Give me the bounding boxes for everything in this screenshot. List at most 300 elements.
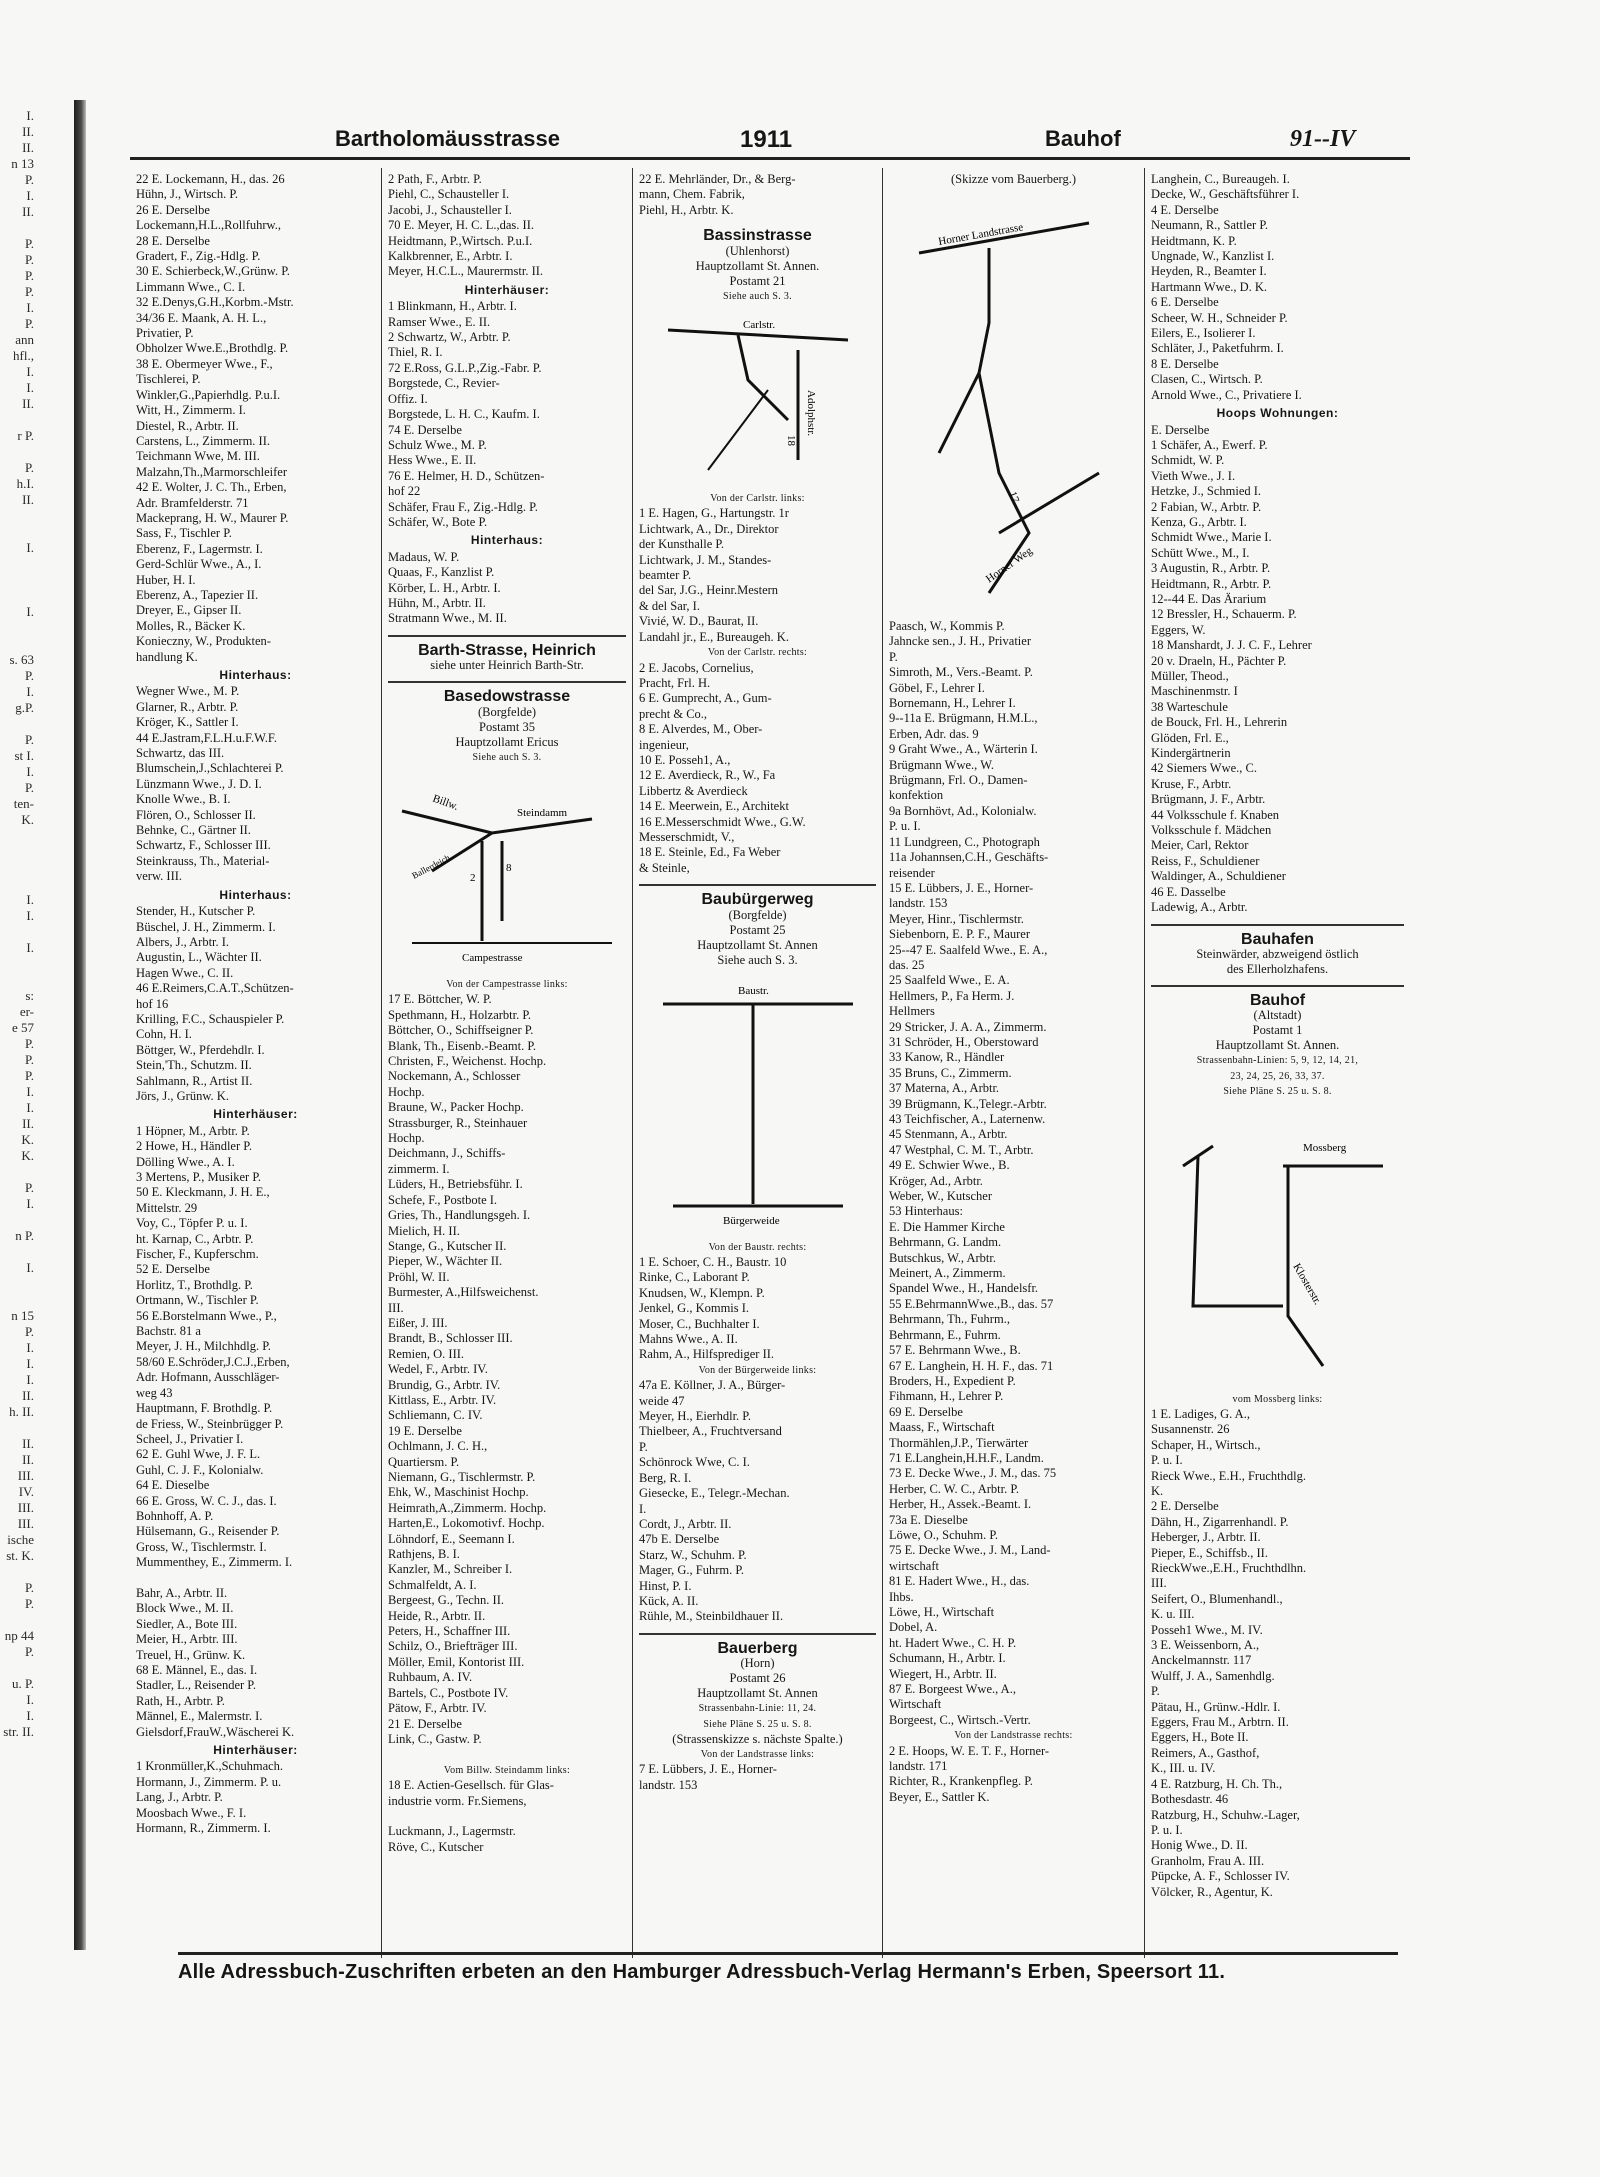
directory-entry: Thiel, R. I. [388,345,443,360]
prev-strip-line: II. [22,1452,34,1467]
directory-entry: Honig Wwe., D. II. [1151,1838,1248,1853]
street-info: Postamt 35 [479,719,535,734]
directory-entry: der Kunsthalle P. [639,537,725,552]
directory-entry: Diestel, R., Arbtr. II. [136,418,239,433]
directory-entry: Fischer, F., Kupferschm. [136,1247,259,1262]
prev-strip-line: hfl., [13,348,34,363]
directory-entry: Rath, H., Arbtr. P. [136,1693,225,1708]
directory-entry: de Bouck, Frl. H., Lehrerin [1151,715,1288,730]
directory-entry: Seifert, O., Blumenhandl., [1151,1591,1283,1606]
directory-entry: Jenkel, G., Kommis I. [639,1301,750,1316]
directory-entry: Borgstede, C., Revier- [388,376,500,391]
directory-entry: 14 E. Meerwein, E., Architekt [639,799,789,814]
directory-entry: Volksschule f. Mädchen [1151,823,1272,838]
prev-strip-line: I. [26,364,34,379]
directory-entry: 1 Kronmüller,K.,Schuhmach. [136,1759,284,1774]
directory-entry: P. u. I. [1151,1822,1183,1837]
directory-entry: Niemann, G., Tischlermstr. P. [388,1470,536,1484]
directory-entry: Clasen, C., Wirtsch. P. [1151,372,1263,387]
directory-entry: Bachstr. 81 a [136,1324,201,1339]
directory-entry: P. [639,1439,648,1454]
directory-entry: Ladewig, A., Arbtr. [1151,900,1248,915]
directory-entry: 12--44 E. Das Ärarium [1151,591,1267,606]
directory-entry: Richter, R., Krankenpfleg. P. [889,1774,1033,1789]
directory-entry: 50 E. Kleckmann, J. H. E., [136,1185,270,1200]
street-info: Postamt 25 [729,922,786,937]
directory-entry: Siebenborn, E. P. F., Maurer [889,927,1030,942]
footer-notice: Alle Adressbuch-Zuschriften erbeten an den Hamburger Adressbuch-Verlag Hermann's Erben, Speersort 11. [178,1952,1398,1984]
map-street-line [738,335,788,420]
directory-entry: weide 47 [639,1393,685,1408]
prev-strip-line: P. [24,1596,34,1611]
directory-entry: 11a Johannsen,C.H., Geschäfts- [889,850,1049,865]
prev-strip-line: n P. [15,1228,34,1243]
prev-strip-line [0,620,38,636]
directory-entry: Rühle, M., Steinbildhauer II. [639,1609,784,1624]
prev-strip-line: I. [26,1708,34,1723]
directory-entry: E. Derselbe [1151,422,1210,437]
prev-strip-line: P. [24,780,34,795]
directory-entry: Eberenz, F., Lagermstr. I. [136,541,263,556]
directory-entry: Böttger, W., Pferdehdlr. I. [136,1042,265,1057]
directory-entry: Heidtmann, R., Arbtr. P. [1151,576,1272,591]
directory-entry: P. u. I. [1151,1453,1183,1468]
directory-entry: Hormann, R., Zimmerm. I. [136,1821,271,1836]
directory-entry: Behrmann, E., Fuhrm. [889,1327,1001,1342]
street-sketch-bauerberg [899,193,1129,613]
prev-strip-line [0,1292,38,1308]
directory-entry: Landahl jr., E., Bureaugeh. K. [639,629,789,644]
directory-entry: Ruhbaum, A. IV. [388,1670,473,1685]
directory-entry: Broders, H., Expedient P. [889,1373,1016,1388]
directory-entry: Erben, Adr. das. 9 [889,726,979,741]
directory-entry: 46 E.Reimers,C.A.T.,Schützen- [136,981,294,996]
prev-strip-line [0,220,38,236]
prev-strip-line: P. [24,1052,34,1067]
directory-entry: Decke, W., Geschäftsführer I. [1151,187,1300,202]
directory-entry: Moosbach Wwe., F. I. [136,1805,247,1820]
prev-strip-line: s: [25,988,34,1003]
directory-entry: 66 E. Gross, W. C. J., das. I. [136,1493,277,1508]
prev-strip-line: I. [26,1260,34,1275]
directory-entry: Ihbs. [889,1589,914,1604]
directory-entry: Thormählen,J.P., Tierwärter [889,1435,1029,1450]
directory-entry: 68 E. Männel, E., das. I. [136,1663,258,1677]
directory-entry: Knudsen, W., Klempn. P. [639,1285,765,1300]
street-heading: Baubürgerweg [639,884,876,907]
directory-entry: Herber, H., Assek.-Beamt. I. [889,1497,1032,1512]
directory-entry: Moser, C., Buchhalter I. [639,1316,760,1331]
map-label: Adolphstr. [804,390,817,437]
directory-entry: 25 Saalfeld Wwe., E. A. [889,973,1010,988]
directory-entry: 20 v. Draeln, H., Pächter P. [1151,653,1287,668]
prev-strip-line: I. [26,1356,34,1371]
directory-entry: Rathjens, B. I. [388,1547,460,1562]
direction-note: Von der Campestrasse links: [446,979,568,990]
directory-entry: Treuel, H., Grünw. K. [136,1647,246,1662]
directory-entry: Stange, G., Kutscher II. [388,1238,507,1253]
directory-entry: 46 E. Dasselbe [1151,884,1226,899]
directory-entry: 38 E. Obermeyer Wwe., F., [136,356,273,371]
directory-entry: Stender, H., Kutscher P. [136,904,256,919]
directory-entry: Siedler, A., Bote III. [136,1616,238,1631]
directory-entry: Arnold Wwe., C., Privatiere I. [1151,387,1302,402]
prev-strip-line [0,588,38,604]
directory-entry: Bornemann, H., Lehrer I. [889,696,1016,711]
directory-entry: Cohn, H. I. [136,1027,192,1042]
section-heading: Hinterhäuser: [464,282,550,297]
directory-entry: Schmidt Wwe., Marie I. [1151,530,1272,545]
directory-entry: 3 Augustin, R., Arbtr. P. [1151,561,1271,576]
prev-strip-line: P. [24,1644,34,1659]
prev-strip-line: I. [26,188,34,203]
directory-entry: landstr. 171 [889,1759,948,1774]
prev-strip-line: P. [24,284,34,299]
directory-entry: Quartiersm. P. [388,1454,460,1469]
prev-strip-line: III. [17,1516,34,1531]
direction-note: Von der Carlstr. links: [710,493,805,505]
prev-strip-line: P. [24,1324,34,1339]
directory-entry: 10 E. Posseh1, A., [639,752,731,767]
directory-entry: ht. Karnap, C., Arbtr. P. [136,1231,254,1246]
directory-entry: Kanzler, M., Schreiber I. [388,1562,513,1577]
directory-entry: 3 Mertens, P., Musiker P. [136,1170,262,1184]
prev-strip-line [0,828,38,844]
prev-strip-line [0,1660,38,1676]
prev-strip-line: P. [24,1580,34,1595]
prev-strip-line: I. [26,108,34,123]
directory-entry: III. [388,1300,404,1315]
directory-entry: 72 E.Ross, G.L.P.,Zig.-Fabr. P. [388,360,542,375]
prev-strip-line: I. [26,1100,34,1115]
street-info: (Borgfelde) [477,704,537,719]
directory-entry: Konieczny, W., Produkten- [136,634,271,649]
directory-entry: 4 E. Ratzburg, H. Ch. Th., [1151,1776,1283,1791]
section-heading: Hinterhäuser: [213,1743,298,1758]
prev-strip-line: s. 63 [9,652,34,667]
directory-entry: Meyer, H., Eierhdlr. P. [639,1409,751,1424]
prev-strip-line: K. [21,1132,34,1147]
street-info: Steinwärder, abzweigend östlich [1196,946,1359,961]
directory-entry: Langhein, C., Bureaugeh. I. [1151,172,1290,186]
street-sketch-basedow [392,771,622,971]
directory-entry: & del Sar, I. [639,598,700,613]
street-info: Hauptzollamt St. Annen. [695,258,820,273]
directory-entry: 75 E. Decke Wwe., J. M., Land- [889,1543,1051,1558]
directory-entry: 39 Brügmann, K.,Telegr.-Arbtr. [889,1096,1047,1111]
directory-entry: Eberenz, A., Tapezier II. [136,587,259,602]
directory-entry: Mittelstr. 29 [136,1200,198,1215]
prev-strip-line: P. [24,316,34,331]
directory-entry: Heberger, J., Arbtr. II. [1151,1530,1261,1545]
directory-entry: Scheer, W. H., Schneider P. [1151,310,1288,325]
prev-strip-line: IV. [18,1484,34,1499]
directory-entry: Männel, E., Malermstr. I. [136,1709,263,1724]
prev-strip-line: K. [21,812,34,827]
prev-strip-line: II. [22,124,34,139]
directory-entry: 1 Schäfer, A., Ewerf. P. [1151,437,1268,452]
directory-entry: Flören, O., Schlosser II. [136,807,256,822]
directory-entry: Limmann Wwe., C. I. [136,279,246,294]
prev-strip-line: ische [7,1532,34,1547]
directory-entry: Schliemann, C. IV. [388,1408,483,1423]
page-header [130,120,1410,160]
prev-strip-line: I. [26,908,34,923]
directory-entry: K. u. III. [1151,1607,1195,1622]
section-heading: Hinterhaus: [470,533,544,548]
street-sketch-bassin [648,310,868,485]
street-info: (Uhlenhorst) [725,243,790,258]
street-info: Hauptzollamt St. Annen [697,937,818,952]
directory-entry: Bartels, C., Postbote IV. [388,1685,509,1700]
directory-entry: Stein,'Th., Schutzm. II. [136,1058,252,1073]
directory-entry: landstr. 153 [639,1777,698,1792]
prev-strip-line [0,524,38,540]
directory-entry: Schefe, F., Postbote I. [388,1192,498,1207]
directory-entry: 17 E. Böttcher, W. P. [388,992,492,1007]
directory-entry: Block Wwe., M. II. [136,1601,234,1616]
direction-note: Siehe auch S. 3. [472,751,542,763]
directory-entry: de Friess, W., Steinbrügger P. [136,1416,284,1431]
directory-entry: Mummenthey, E., Zimmerm. I. [136,1555,293,1570]
directory-entry: Möller, Emil, Kontorist III. [388,1654,525,1669]
directory-entry: Cordt, J., Arbtr. II. [639,1516,732,1531]
directory-entry: Behnke, C., Gärtner II. [136,823,251,838]
directory-entry: Winkler,G.,Papierhdlg. P.u.I. [136,387,281,402]
directory-entry: 43 Teichfischer, A., Laternenw. [889,1112,1046,1126]
prev-strip-line [0,412,38,428]
directory-entry: Körber, L. H., Arbtr. I. [388,580,501,595]
directory-entry: Tischlerei, P. [136,372,201,387]
directory-entry: Eggers, W. [1151,622,1206,637]
directory-entry: III. [1151,1576,1167,1591]
directory-entry: 15 E. Lübbers, J. E., Horner- [889,880,1034,895]
directory-entry: ht. Hadert Wwe., C. H. P. [889,1635,1017,1650]
directory-entry: Ratzburg, H., Schuhw.-Lager, [1151,1807,1300,1822]
directory-entry: Borgstede, L. H. C., Kaufm. I. [388,407,540,422]
header-right-street: Bauhof [1045,126,1121,151]
header-year: 1911 [740,126,793,153]
prev-strip-line: II. [22,1436,34,1451]
map-label: Campestrasse [462,952,523,964]
directory-entry: Göbel, F., Lehrer I. [889,680,985,695]
directory-entry [388,1747,626,1762]
directory-entry: 47 Westphal, C. M. T., Arbtr. [889,1142,1034,1157]
directory-entry: Maschinenmstr. I [1151,684,1238,699]
street-heading: Bauhof [1151,985,1404,1008]
directory-entry: Christen, F., Weichenst. Hochp. [388,1054,547,1069]
directory-entry: Kindergärtnerin [1151,746,1231,761]
directory-entry: Wegner Wwe., M. P. [136,684,240,699]
street-info: des Ellerholzhafens. [1226,961,1329,976]
prev-strip-line: P. [24,252,34,267]
directory-entry: 42 Siemers Wwe., C. [1151,761,1258,776]
directory-entry: ingenieur, [639,737,689,752]
directory-entry: Neumann, R., Sattler P. [1151,218,1269,233]
prev-strip-line: P. [24,668,34,683]
directory-entry: Brügmann, J. F., Arbtr. [1151,792,1266,807]
directory-entry: Völcker, R., Agentur, K. [1151,1884,1273,1899]
directory-entry: Eggers, H., Bote II. [1151,1730,1249,1745]
prev-strip-line: st I. [14,748,34,763]
directory-entry: 2 Schwartz, W., Arbtr. P. [388,330,511,345]
map-label: Mossberg [1302,1141,1346,1154]
prev-strip-line: II. [22,396,34,411]
directory-entry: 62 E. Guhl Wwe, J. F. L. [136,1447,261,1462]
prev-strip-line: I. [26,940,34,955]
directory-entry: Vieth Wwe., J. I. [1151,468,1236,483]
directory-entry: Schütt Wwe., M., I. [1151,545,1250,560]
directory-entry: Carstens, L., Zimmerm. II. [136,433,270,448]
street-info: Hauptzollamt St. Annen [697,1686,818,1701]
directory-entry: Simroth, M., Vers.-Beamt. P. [889,665,1033,680]
directory-entry: Schäfer, Frau F., Zig.-Hdlg. P. [388,499,538,514]
directory-entry: 71 E.Langhein,H.H.F., Landm. [889,1450,1044,1465]
directory-entry: Heide, R., Arbtr. II. [388,1608,486,1623]
prev-strip-line [0,1212,38,1228]
directory-entry: Molles, R., Bäcker K. [136,618,246,633]
directory-entry: P. u. I. [889,819,921,834]
directory-entry: landstr. 153 [889,896,948,911]
directory-entry: Jahncke sen., J. H., Privatier [889,634,1031,649]
directory-entry: I. [639,1501,647,1516]
directory-entry: Reimers, A., Gasthof, [1151,1745,1260,1760]
direction-note: Siehe auch S. 3. [723,290,792,302]
directory-entry: Link, C., Gastw. P. [388,1731,482,1746]
directory-entry: E. Die Hammer Kirche [889,1219,1005,1234]
street-info: (Altstadt) [1253,1008,1302,1023]
prev-strip-line: ten- [13,796,34,811]
direction-note: vom Mossberg links: [1232,1393,1323,1405]
directory-entry: Waldinger, A., Schuldiener [1151,869,1286,884]
map-label: Bürgerweide [722,1214,780,1227]
column-3 [633,168,883,1958]
directory-entry: 2 Fabian, W., Arbtr. P. [1151,499,1262,514]
directory-entry: Heimrath,A.,Zimmerm. Hochp. [388,1500,547,1515]
directory-entry: Spandel Wwe., H., Handelsfr. [889,1281,1039,1296]
directory-entry: Lockemann,H.L.,Rollfuhrw., [136,218,281,233]
directory-entry [388,1809,626,1824]
direction-note: Von der Landstrasse links: [700,1748,815,1760]
prev-strip-line [0,956,38,972]
directory-entry: 52 E. Derselbe [136,1262,210,1277]
directory-entry: Röve, C., Kutscher [388,1839,484,1854]
directory-entry: Weber, W., Kutscher [889,1189,992,1204]
directory-entry: Löwe, H., Wirtschaft [889,1605,995,1619]
direction-note: Vom Billw. Steindamm links: [443,1764,571,1776]
directory-entry: Ramser Wwe., E. II. [388,314,491,329]
direction-note: Strassenbahn-Linien: 5, 9, 12, 14, 21, [1196,1055,1359,1067]
prev-strip-line [0,1164,38,1180]
directory-entry: Wiegert, H., Arbtr. II. [889,1666,997,1681]
directory-entry: Heidtmann, P.,Wirtsch. P.u.I. [388,233,533,248]
directory-entry: Ehk, W., Maschinist Hochp. [388,1485,529,1500]
prev-strip-line: I. [26,892,34,907]
prev-strip-line: P. [24,236,34,251]
directory-entry: beamter P. [639,568,692,583]
street-heading: Basedowstrasse [388,681,626,704]
directory-entry: Krilling, F.C., Schauspieler P. [136,1011,285,1026]
directory-entry: Bergeest, G., Techn. II. [388,1593,504,1608]
prev-strip-line: II. [22,140,34,155]
directory-entry: Berg, R. I. [639,1470,692,1485]
directory-entry: Pieper, E., Schiffsb., II. [1151,1545,1268,1560]
directory-entry: Vivié, W. D., Baurat, II. [639,614,759,629]
prev-strip-line: er- [19,1004,34,1019]
directory-entry: Schulz Wwe., M. P. [388,437,487,452]
directory-entry: Dreyer, E., Gipser II. [136,603,242,618]
directory-entry: 49 E. Schwier Wwe., B. [889,1158,1010,1173]
directory-entry: Glöden, Frl. E., [1151,730,1229,745]
directory-entry: Maass, F., Wirtschaft [889,1420,995,1435]
directory-entry: 8 E. Alverdes, M., Ober- [639,722,763,737]
directory-entry: Schmidt, W. P. [1151,453,1225,468]
directory-entry: 74 E. Derselbe [388,422,462,437]
directory-entry: 70 E. Meyer, H. C. L.,das. II. [388,218,534,233]
direction-note: Siehe Pläne S. 25 u. S. 8. [1223,1086,1332,1098]
directory-entry: das. 25 [889,957,925,972]
prev-strip-line: str. II. [3,1724,34,1739]
directory-entry: hof 16 [136,996,169,1011]
prev-strip-line: ann [15,332,34,347]
directory-entry: Steinkrauss, Th., Material- [136,853,270,868]
directory-entry: 42 E. Wolter, J. C. Th., Erben, [136,480,287,495]
prev-strip-line: K. [21,1148,34,1163]
directory-entry: Dähn, H., Zigarrenhandl. P. [1151,1514,1289,1529]
directory-entry: Ochlmann, J. C. H., [388,1439,488,1454]
prev-strip-line [0,556,38,572]
directory-entry: industrie vorm. Fr.Siemens, [388,1793,527,1808]
directory-entry: reisender [889,865,935,880]
directory-entry: handlung K. [136,649,198,664]
directory-entry: Giesecke, E., Telegr.-Mechan. [639,1486,790,1501]
directory-entry: 69 E. Derselbe [889,1404,963,1419]
directory-entry: Ungnade, W., Kanzlist I. [1151,249,1275,264]
directory-entry: 73a E. Dieselbe [889,1512,968,1527]
directory-entry: Hühn, M., Arbtr. II. [388,595,486,610]
directory-entry: Bohnhoff, A. P. [136,1508,214,1523]
direction-note: Von der Bürgerweide links: [698,1364,817,1376]
directory-entry [136,1571,375,1586]
map-label: Ballerdeich [410,852,452,881]
directory-entry: Voy, C., Töpfer P. u. I. [136,1216,248,1231]
directory-entry: Gross, W., Tischlermstr. I. [136,1539,267,1554]
map-label: 18 [784,435,797,447]
directory-entry: Wirtschaft [889,1697,942,1712]
directory-entry: Lünzmann Wwe., J. D. I. [136,776,262,791]
prev-strip-line: n 13 [11,156,34,171]
directory-entry: Adr. Hofmann, Ausschläger- [136,1370,280,1385]
map-label: Klosterstr. [1289,1261,1324,1307]
directory-entry: 11 Lundgreen, C., Photograph [889,834,1040,849]
directory-entry: 1 E. Ladiges, G. A., [1151,1406,1250,1421]
directory-entry: Deichmann, J., Schiffs- [388,1146,506,1161]
directory-entry: Harten,E., Lokomotivf. Hochp. [388,1516,545,1531]
directory-entry: Hinst, P. I. [639,1578,692,1593]
prev-strip-line [0,924,38,940]
directory-entry: 73 E. Decke Wwe., J. M., das. 75 [889,1466,1057,1481]
directory-entry: 2 Howe, H., Händler P. [136,1139,252,1154]
prev-strip-line: P. [24,172,34,187]
directory-entry: Pracht, Frl. H. [639,675,711,690]
directory-entry: 44 E.Jastram,F.L.H.u.F.W.F. [136,730,277,745]
prev-strip-line: I. [26,604,34,619]
directory-entry: Schaper, H., Wirtsch., [1151,1437,1261,1452]
directory-entry: 3 E. Weissenborn, A., [1151,1638,1260,1653]
direction-note: Strassenbahn-Linie: 11, 24. [698,1703,817,1715]
map-street-line [708,390,768,470]
directory-entry: Schilz, O., Briefträger III. [388,1639,518,1654]
